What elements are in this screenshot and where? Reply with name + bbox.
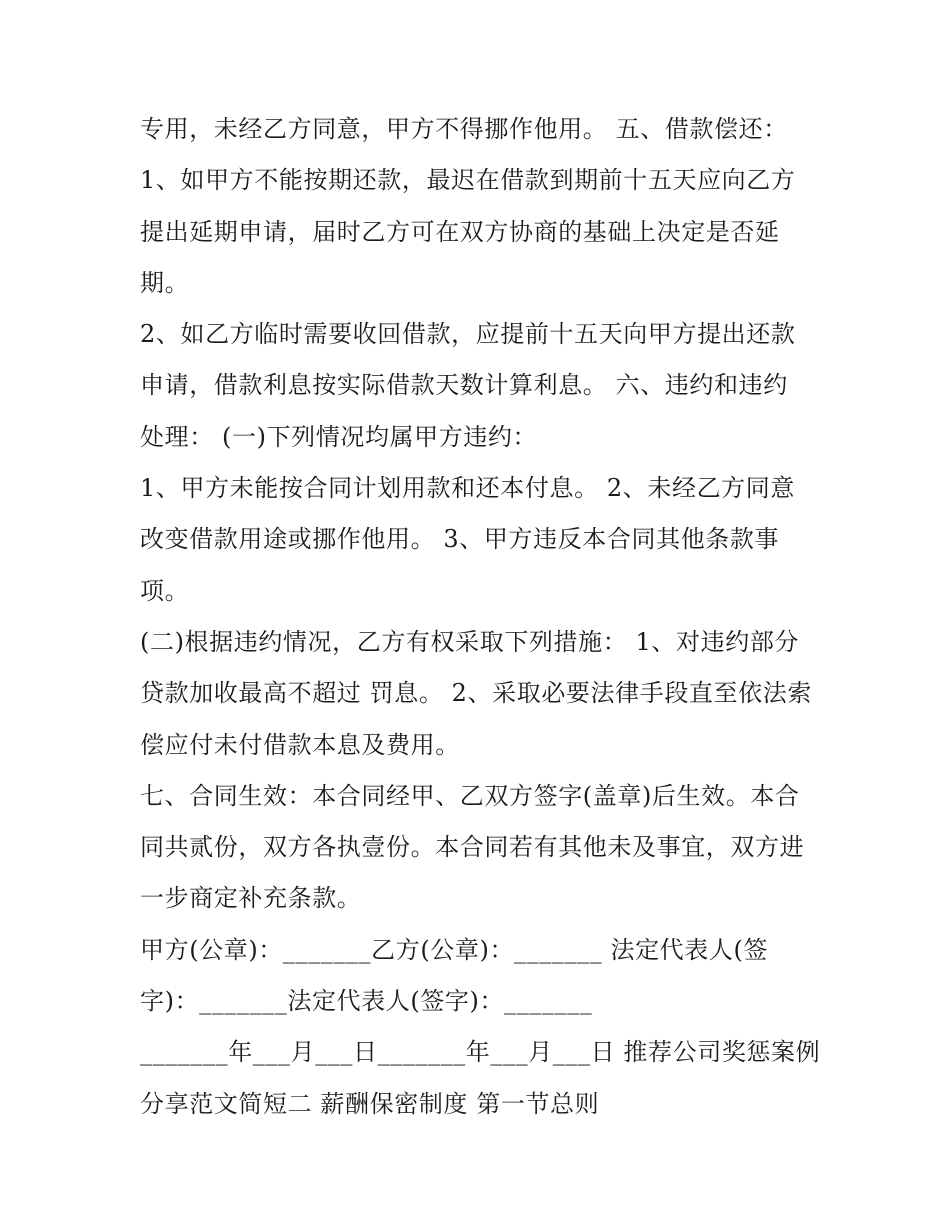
text-line: 同共贰份，双方各执壹份。本合同若有其他未及事宜，双方进 [140,833,805,862]
text-line: 2、如乙方临时需要收回借款，应提前十五天向甲方提出还款 [140,320,796,349]
text-line: 专用，未经乙方同意，甲方不得挪作他用。 五、借款偿还： [140,115,788,143]
text-line: 一步商定补充条款。 [140,884,362,913]
text-line: 改变借款用途或挪作他用。 3、甲方违反本合同其他条款事 [140,525,780,554]
text-line: 期。 [140,268,190,297]
date-line: _______年___月___日_______年___月___日 推荐公司奖惩案例 [140,1038,821,1067]
text-line: 申请，借款利息按实际借款天数计算利息。 六、违约和违约 [140,371,788,400]
text-line: 分享范文简短二 薪酬保密制度 第一节总则 [140,1089,600,1118]
text-line: 处理： (一)下列情况均属甲方违约： [140,422,538,451]
document-body [140,104,820,1130]
signature-line: 甲方(公章)：_______乙方(公章)：_______ 法定代表人(签 [140,935,769,964]
text-line: 项。 [140,576,190,605]
text-line: 1、如甲方不能按期还款，最迟在借款到期前十五天应向乙方 [140,166,796,195]
text-line: 偿应付未付借款本息及费用。 [140,730,460,759]
text-line: 贷款加收最高不超过 罚息。 2、采取必要法律手段直至依法索 [140,679,812,708]
text-line: 七、合同生效：本合同经甲、乙双方签字(盖章)后生效。本合 [140,781,800,810]
text-line: 1、甲方未能按合同计划用款和还本付息。 2、未经乙方同意 [140,474,795,503]
text-line: (二)根据违约情况，乙方有权采取下列措施： 1、对违约部分 [140,627,800,656]
text-line: 提出延期申请，届时乙方可在双方协商的基础上决定是否延 [140,217,780,246]
signature-line: 字)：_______法定代表人(签字)：_______ [140,987,593,1016]
